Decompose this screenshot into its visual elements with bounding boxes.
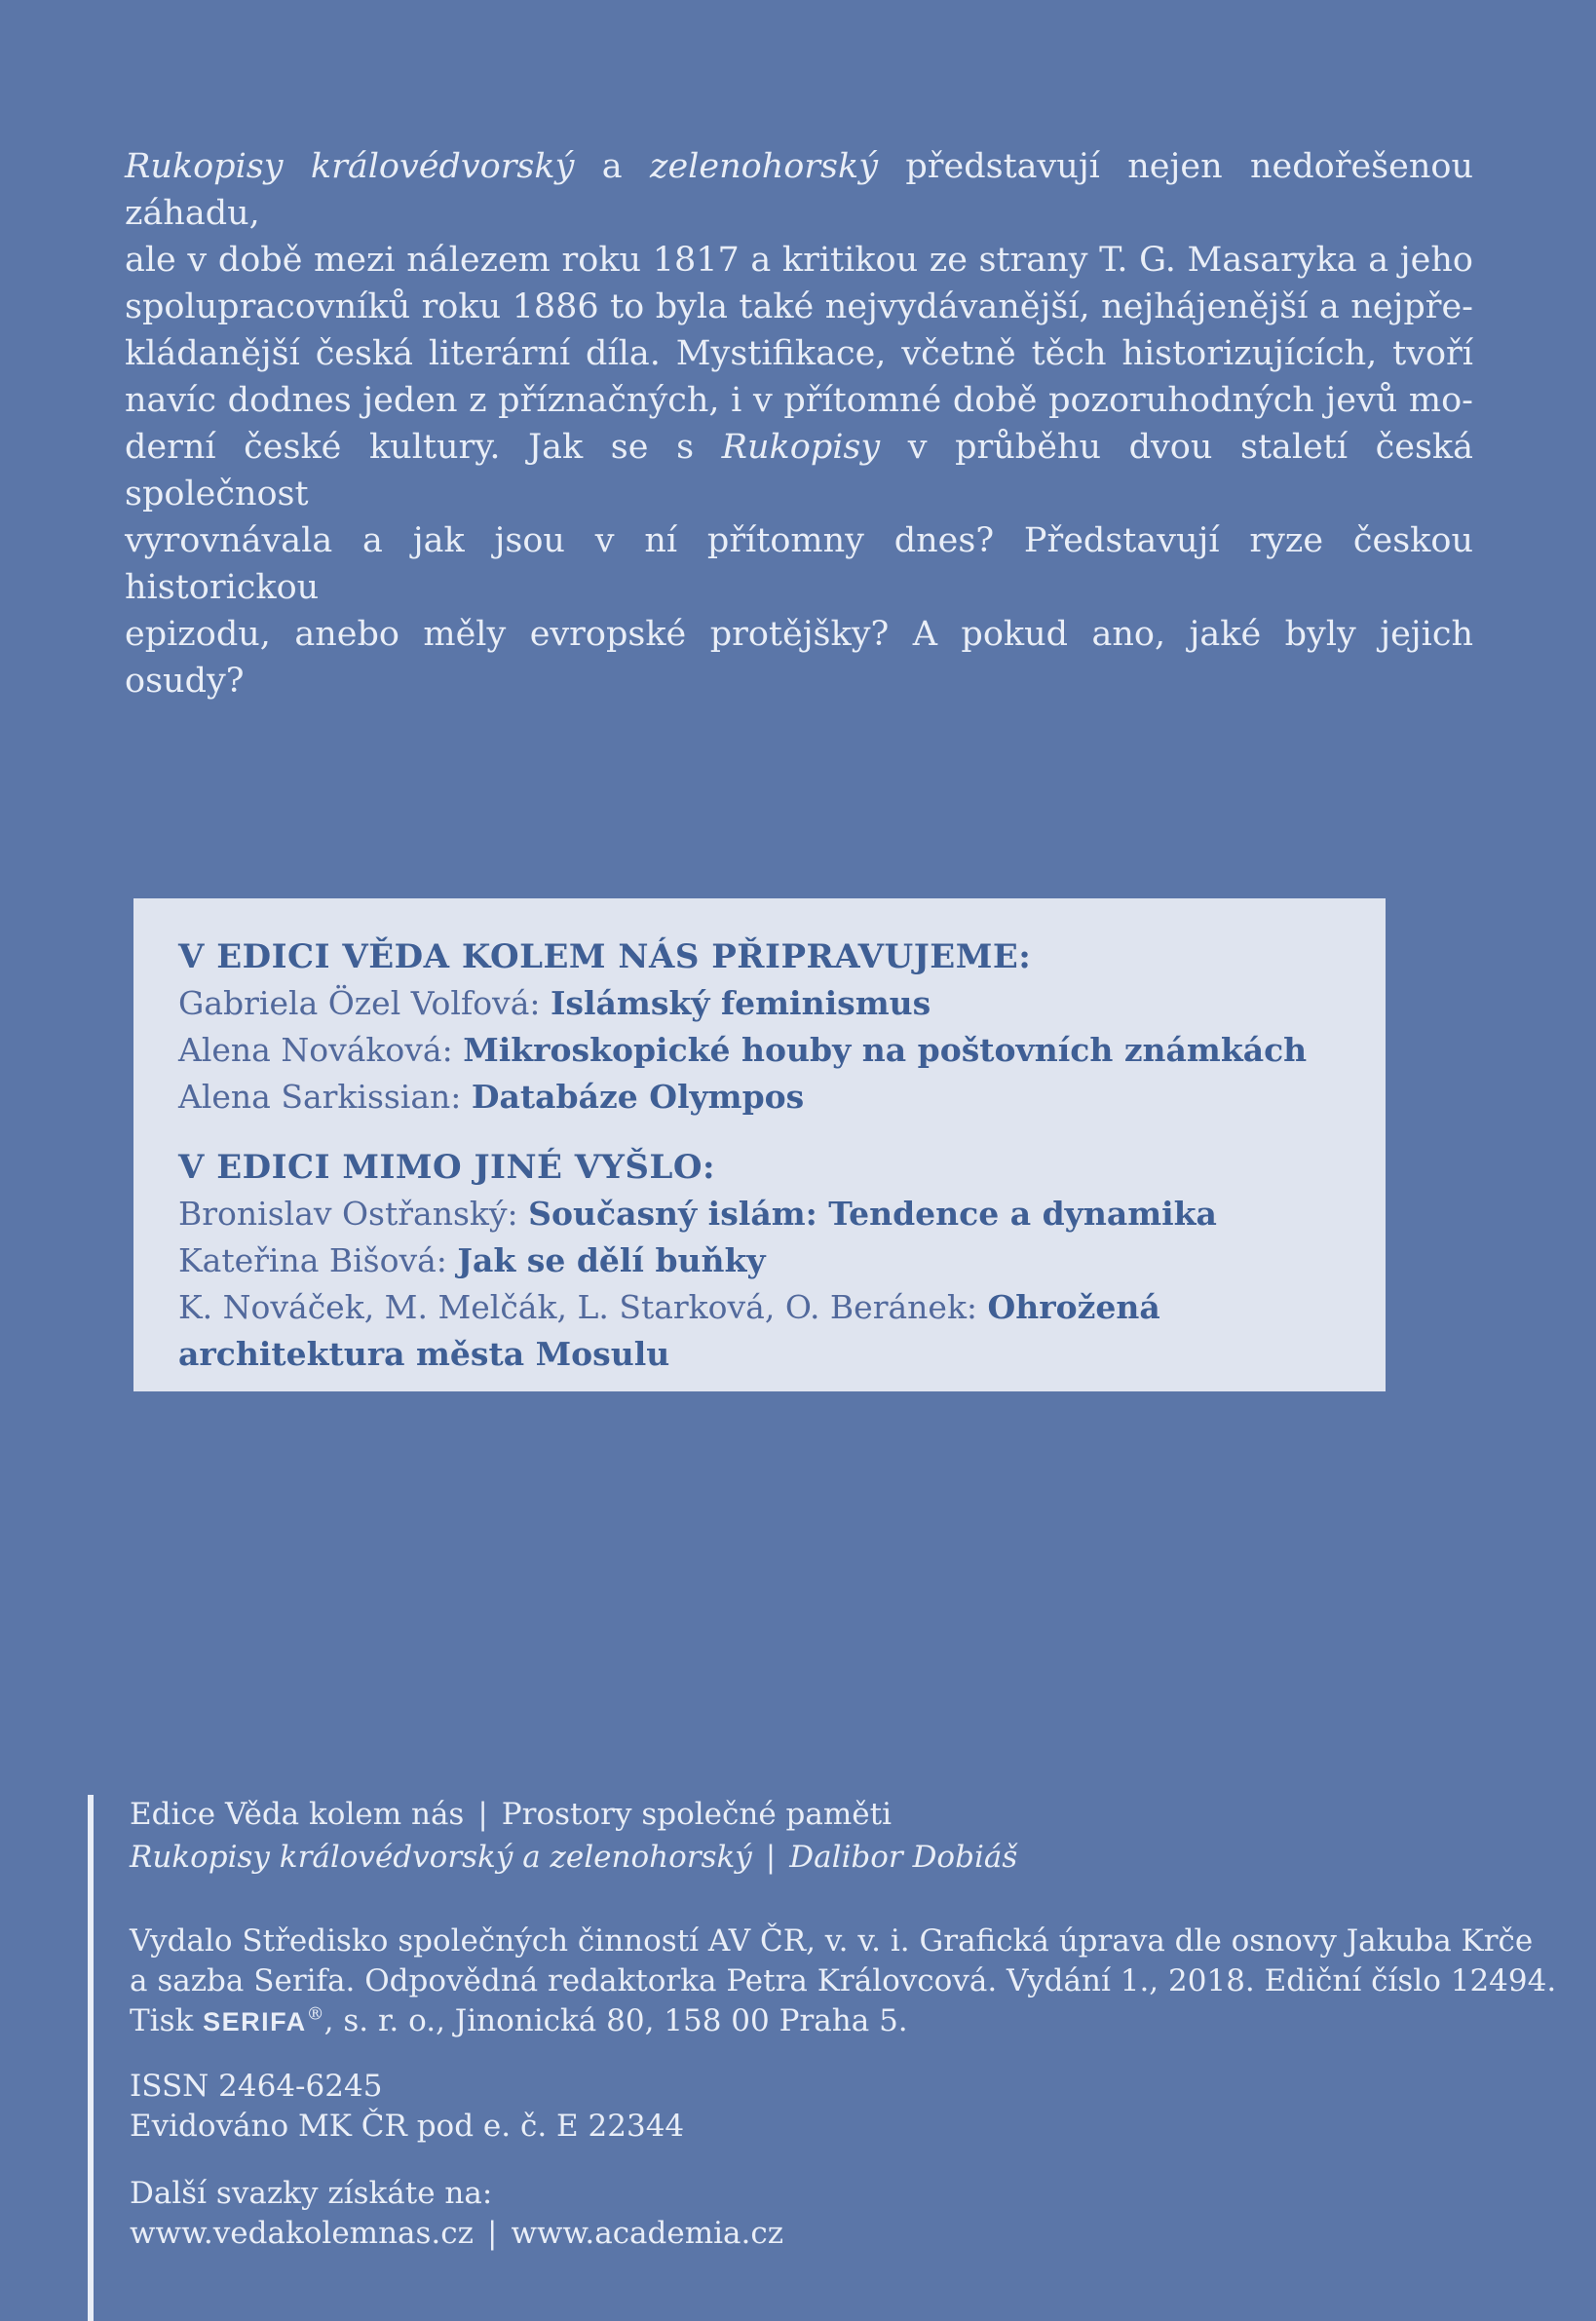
imprint-footer [130,1793,1557,2254]
published-item [178,1191,1341,1237]
series-promo-panel [133,898,1386,1391]
item-author: Bronislav Ostřanský: [178,1195,529,1233]
blurb-line-8: epizodu, anebo měly evropské protějšky? A pokud ano, jaké byly jejich osudy? [125,615,1473,701]
printer-line: Tisk SERIFA®, s. r. o., Jinonická 80, 158 00 Praha 5. [130,2003,908,2038]
websites-line [130,2214,1513,2254]
blurb-line-1: Rukopisy královédvorský a zelenohorský představují nejen nedořešenou záhadu, [125,147,1473,233]
links-info [130,2174,1513,2254]
series-identification [130,1793,1513,1879]
published-item [178,1237,1341,1284]
issn-line: ISSN 2464-6245 [130,2069,383,2104]
registered-mark: ® [306,2003,324,2025]
serifa-logo: SERIFA [203,2007,307,2036]
upcoming-item [178,1074,1341,1121]
item-title: Islámský feminismus [550,984,931,1022]
pipe-separator: | [486,2216,498,2251]
series-line: Edice Věda kolem nás | Prostory společné paměti [130,1793,1513,1836]
blurb-line-2: ale v době mezi nálezem roku 1817 a kritikou ze strany T. G. Masaryka a jeho [125,241,1473,280]
item-title: Ohrožená architektura města Mosulu [178,1288,1160,1373]
blurb-line-7: vyrovnávala a jak jsou v ní přítomny dnes? Představují ryze českou historickou [125,521,1473,607]
academia-url: www.academia.cz [511,2216,784,2251]
more-volumes-line: Další svazky získáte na: [130,2176,493,2211]
item-author: Gabriela Özel Volfová: [178,984,551,1022]
imprint-line-2: a sazba Serifa. Odpovědná redaktorka Petra Královcová. Vydání 1., 2018. Ediční číslo 12494. [130,1963,1557,1998]
item-title: Databáze Olympos [471,1078,805,1116]
upcoming-item [178,1027,1341,1074]
item-author: K. Nováček, M. Melčák, L. Starková, O. Beránek: [178,1288,988,1326]
publisher-info [130,1921,1557,2042]
panel-heading-published: V EDICI MIMO JINÉ VYŠLO: [178,1148,716,1187]
evidence-line: Evidováno MK ČR pod e. č. E 22344 [130,2109,685,2144]
item-title: Mikroskopické houby na poštovních známkách [463,1031,1308,1069]
pipe-separator: | [765,1840,777,1875]
published-item [178,1284,1341,1378]
blurb-line-6: derní české kultury. Jak se s Rukopisy v průběhu dvou staletí česká společnost [125,428,1473,514]
registration-info [130,2067,1513,2147]
item-author: Kateřina Bišová: [178,1241,458,1279]
book-title-italic: Rukopisy [721,428,881,467]
upcoming-item [178,980,1341,1027]
item-author: Alena Sarkissian: [178,1078,472,1116]
footer-vertical-rule [88,1795,94,2321]
book-title-italic: zelenohorský [650,147,878,186]
blurb-line-4: kládanější česká literární díla. Mystifikace, včetně těch historizujících, tvoří [125,334,1473,373]
item-author: Alena Nováková: [178,1031,464,1069]
title-author-line: Rukopisy královédvorský a zelenohorský | Dalibor Dobiáš [130,1836,1513,1879]
item-title: Jak se dělí buňky [457,1241,766,1279]
blurb-line-3: spolupracovníků roku 1886 to byla také nejvydávanější, nejhájenější a nejpře- [125,287,1473,326]
blurb-line-5: navíc dodnes jeden z příznačných, i v přítomné době pozoruhodných jevů mo- [125,381,1473,420]
panel-heading-upcoming: V EDICI VĚDA KOLEM NÁS PŘIPRAVUJEME: [178,937,1032,976]
book-title-italic: Rukopisy královédvorský [125,147,575,186]
imprint-line-1: Vydalo Středisko společných činností AV ČR, v. v. i. Grafická úprava dle osnovy Jakuba Krče [130,1923,1534,1959]
blurb-paragraph [125,143,1473,704]
item-title: Současný islám: Tendence a dynamika [528,1195,1217,1233]
pipe-separator: | [477,1797,488,1832]
vedakolemnas-url: www.vedakolemnas.cz [130,2216,474,2251]
